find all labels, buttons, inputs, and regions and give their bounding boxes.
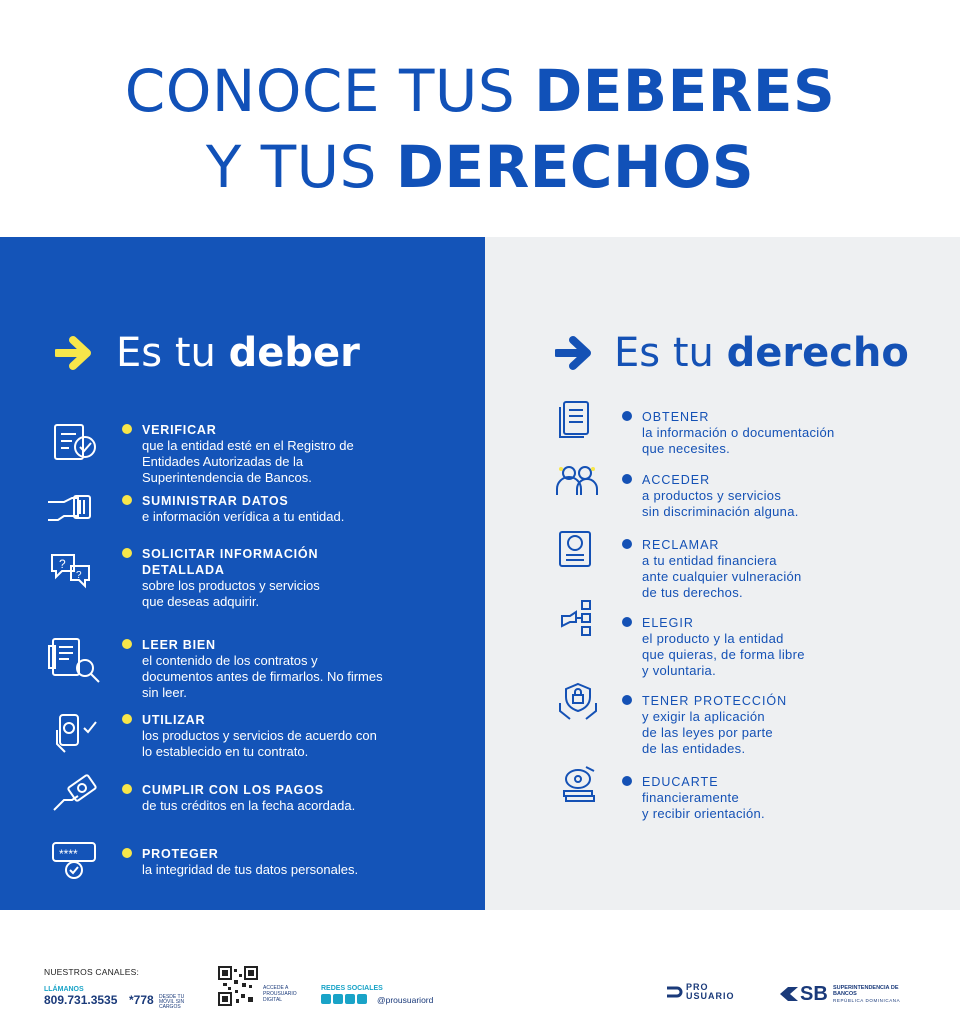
instagram-icon[interactable] [333,994,343,1004]
item-description: y exigir la aplicación de las leyes por parte de las entidades. [642,709,773,756]
item-description: a tu entidad financiera ante cualquier vulneración de tus derechos. [642,553,802,600]
prousuario-logo-icon [666,985,686,999]
complaint-document-icon [557,529,595,569]
item-label: OBTENER [642,410,710,424]
title-line-2-light: Y TUS [205,133,396,201]
accede-label: ACCEDE A PROUSUARIO DIGITAL [263,985,297,1003]
arrow-right-icon [555,334,595,372]
list-item-text [142,546,462,610]
social-handle[interactable]: @prousuariord [377,995,434,1005]
bullet-icon [622,617,632,627]
list-item-text [642,409,942,457]
sb-logo: SB [800,983,828,1005]
bullet-icon [122,495,132,505]
derechos-heading-bold: derecho [726,330,909,376]
list-item-text [642,774,942,822]
canales-label: NUESTROS CANALES: [44,967,140,977]
item-description: financieramente y recibir orientación. [642,790,765,821]
list-item-text [642,693,942,757]
item-description: sobre los productos y servicios que deseas adquirir. [142,578,320,609]
deberes-heading [116,330,360,376]
list-item-text [142,493,462,525]
item-description: la información o documentación que necesites. [642,425,835,456]
sb-logo-icon [778,985,800,1003]
item-description: los productos y servicios de acuerdo con lo establecido en tu contrato. [142,728,377,759]
password-shield-icon [50,840,98,880]
choice-hand-icon [558,598,596,640]
hand-card-icon [46,492,94,524]
item-label: ELEGIR [642,616,694,630]
item-label: PROTEGER [142,847,219,861]
short-code-link[interactable]: *778 [129,993,154,1007]
list-item-text [142,422,462,486]
twitter-icon[interactable] [345,994,355,1004]
list-item-text [142,637,462,701]
people-icon [555,463,599,499]
bullet-icon [622,776,632,786]
social-icons [321,994,367,1004]
redes-label: REDES SOCIALES [321,985,383,992]
documents-icon [556,399,594,441]
derechos-heading [614,330,909,376]
item-description: a productos y servicios sin discriminación alguna. [642,488,799,519]
title-line-1 [0,57,960,125]
item-label: ACCEDER [642,473,711,487]
svg-text:?: ? [76,570,82,581]
list-item-text [642,537,942,601]
item-description: que la entidad esté en el Registro de Entidades Autorizadas de la Superintendencia de Bancos. [142,438,354,485]
bullet-icon [622,474,632,484]
bullet-icon [122,548,132,558]
item-label: VERIFICAR [142,423,217,437]
prousuario-logo: PRO USUARIO [686,982,735,1001]
item-description: el contenido de los contratos y documentos antes de firmarlos. No firmes sin leer. [142,653,383,700]
sb-name: SUPERINTENDENCIA DE BANCOS [833,985,899,997]
qr-code-icon[interactable] [218,966,258,1006]
bullet-icon [122,848,132,858]
question-chat-icon [49,552,93,590]
arrow-right-icon [55,334,95,372]
bullet-icon [622,695,632,705]
bullet-icon [122,639,132,649]
list-item-text [142,712,462,760]
list-item-text [642,615,942,679]
bullet-icon [122,424,132,434]
list-item-text [642,472,942,520]
list-item-text [142,846,462,878]
title-line-2-bold: DERECHOS [395,133,755,201]
item-description: e información verídica a tu entidad. [142,509,345,524]
sb-country: REPÚBLICA DOMINICANA [833,998,901,1003]
deberes-heading-bold: deber [228,330,360,376]
desde-movil-label: DESDE TU MÓVIL SIN CARGOS [159,994,185,1010]
item-description: de tus créditos en la fecha acordada. [142,798,356,813]
svg-text:****: **** [59,847,78,861]
phone-hand-icon [54,712,98,754]
title-line-1-bold: DEBERES [534,57,836,125]
youtube-icon[interactable] [357,994,367,1004]
deberes-heading-light: Es tu [116,330,229,376]
item-description: el producto y la entidad que quieras, de forma libre y voluntaria. [642,631,805,678]
document-search-icon [47,636,103,684]
document-check-icon [52,422,98,462]
bullet-icon [122,714,132,724]
item-label: TENER PROTECCIÓN [642,694,788,708]
item-description: la integridad de tus datos personales. [142,862,359,877]
piggy-bank-books-icon [560,763,600,803]
bullet-icon [622,411,632,421]
item-label: LEER BIEN [142,638,216,652]
protection-hands-icon [557,681,599,721]
phone-number-link[interactable]: 809.731.3535 [44,993,118,1007]
bullet-icon [122,784,132,794]
item-label: RECLAMAR [642,538,720,552]
hand-money-icon [52,774,100,816]
list-item-text [142,782,462,814]
item-label: EDUCARTE [642,775,719,789]
item-label: CUMPLIR CON LOS PAGOS [142,783,324,797]
facebook-icon[interactable] [321,994,331,1004]
svg-text:?: ? [59,557,66,571]
derechos-heading-light: Es tu [614,330,727,376]
llamanos-label: LLÁMANOS [44,986,84,993]
title-line-2 [0,133,960,201]
item-label: SUMINISTRAR DATOS [142,494,289,508]
title-line-1-light: CONOCE TUS [124,57,535,125]
item-label: SOLICITAR INFORMACIÓN DETALLADA [142,547,319,577]
item-label: UTILIZAR [142,713,206,727]
bullet-icon [622,539,632,549]
